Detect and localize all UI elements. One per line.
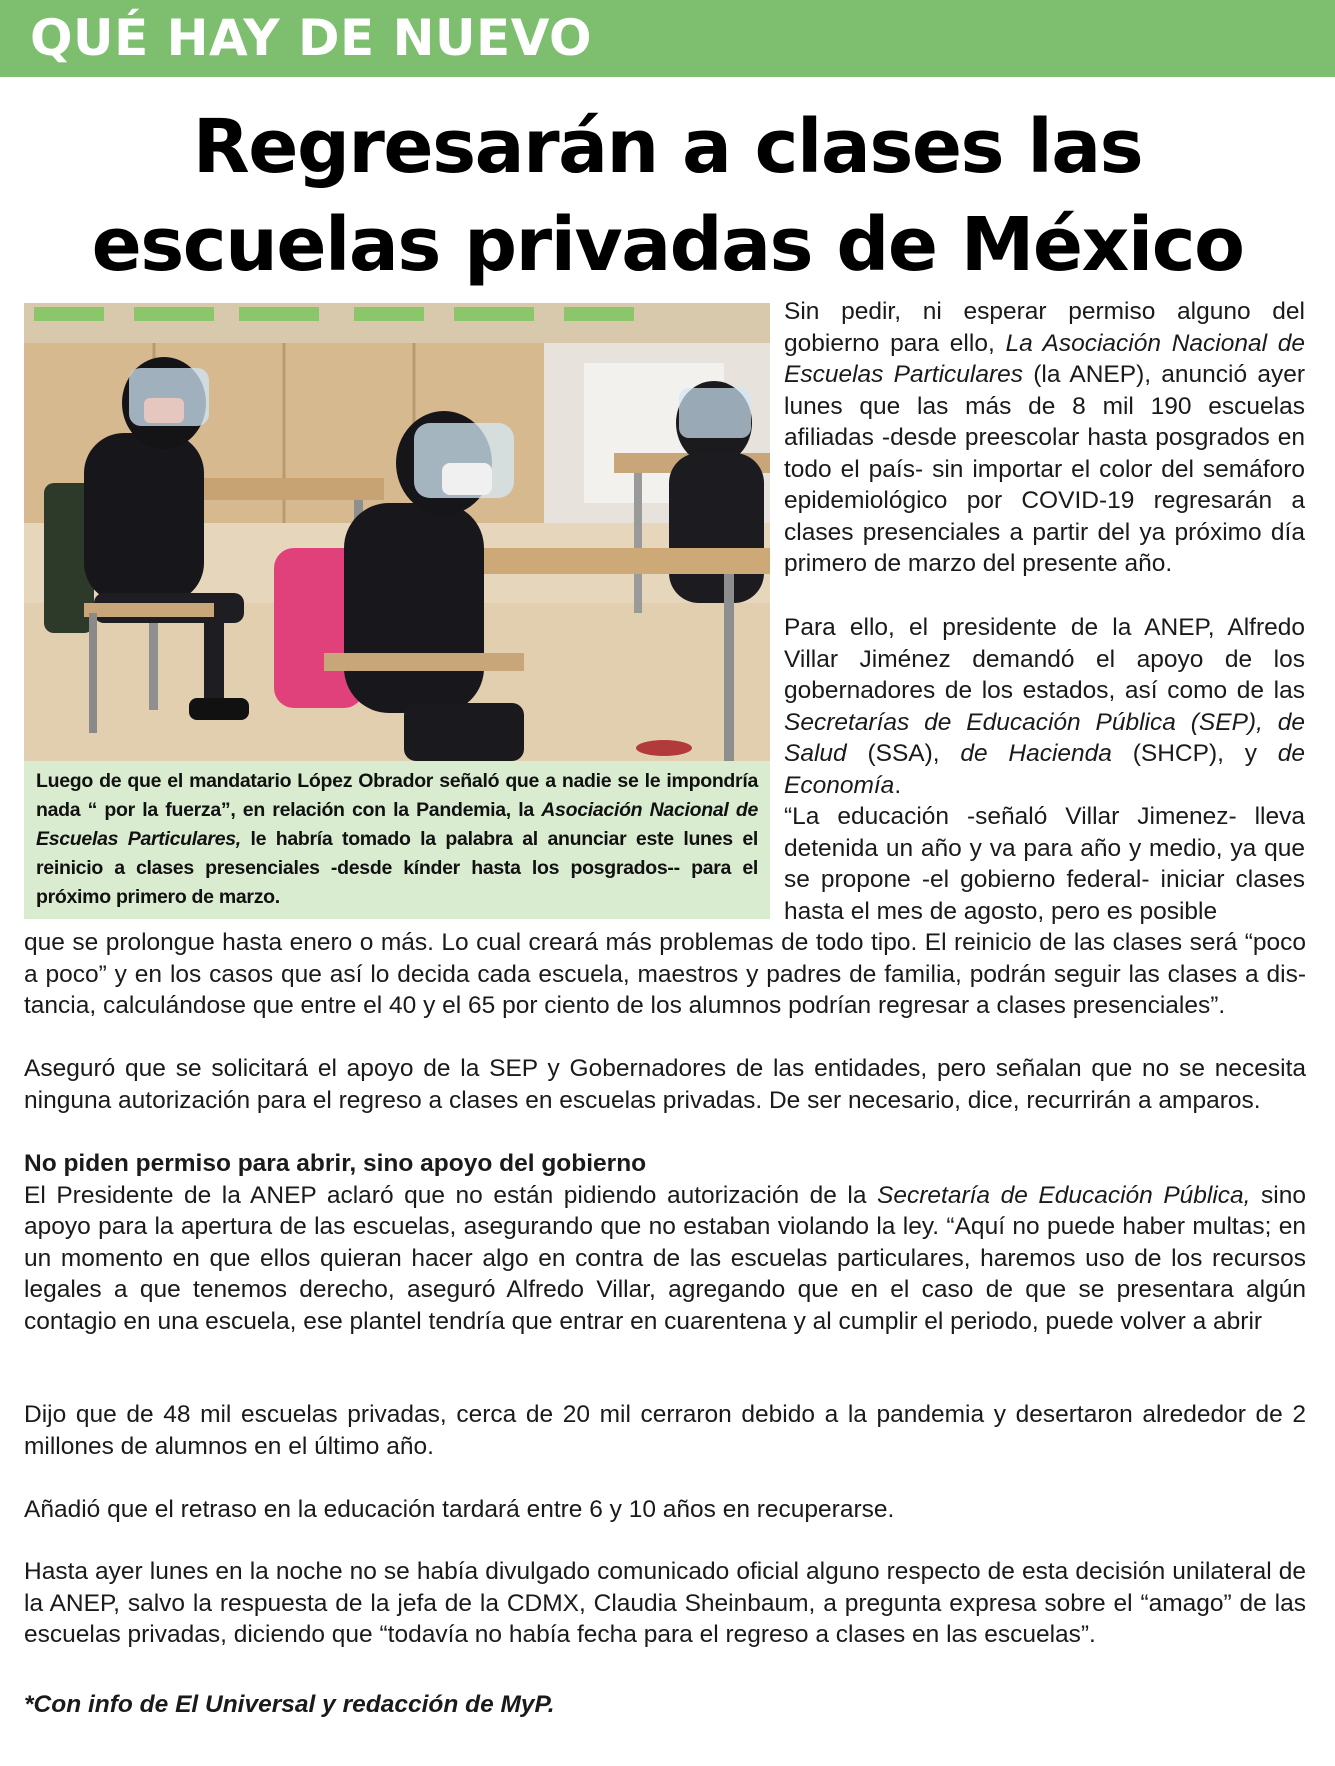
p2-a: Para ello, el presidente de la ANEP, Alfredo Villar Jiménez demandó el apoyo de los gobernadores de los estados, así como de las (784, 614, 1305, 704)
paragraph-7 (24, 1494, 1306, 1526)
source-credit (24, 1689, 1306, 1721)
photo-caption (24, 761, 770, 919)
p2-f: de Economía (784, 740, 1306, 799)
paragraph-2 (784, 612, 1305, 801)
p5-c: sino apoyo para la apertura de las escuelas, asegurando que no estaban violando la ley. “Aquí no puede haber multas; en un momento en que ellos quieran hacer algo en contra de las escuelas particulares, haremos uso de los recursos legales a que tenemos derecho, aseguró Alfredo Villar, agregando que en el caso de que se presentara algún contagio en una escuela, ese plantel tendría que entrar en cuarentena y al cumplir el periodo, puede volver a abrir (24, 1181, 1306, 1335)
paragraph-4 (24, 1053, 1306, 1116)
credit-text: *Con info de El Universal y redacción de MyP. (24, 1691, 555, 1718)
paragraph-3-right (784, 801, 1305, 927)
paragraph-1 (784, 296, 1305, 580)
p8-text: Hasta ayer lunes en la noche no se había divulgado comunicado oficial alguno respecto de esta decisión unilateral de la ANEP, salvo la respuesta de la jefa de la CDMX, Claudia Sheinbaum, a pregunta expresa sobre el “amago” de las escuelas privadas, diciendo que “todavía no había fecha para el regreso a clases en las escuelas”. (24, 1558, 1306, 1648)
p3-line-1: que se prolongue hasta enero o más. Lo cual creará más problemas de todo tipo. El reinicio de las clases será “poco (24, 929, 1306, 956)
p2-e: (SHCP), y (1111, 740, 1278, 767)
p2-d: de Hacienda (960, 740, 1112, 767)
section-title: QUÉ HAY DE NUEVO (30, 9, 593, 67)
p3-line-2: a poco” y en los casos que así lo decida cada escuela, maestros y padres de familia, podrán seguir las clases a dis- (24, 960, 1306, 988)
caption-text-a: Luego de que el mandatario López Obrador señaló que a nadie se le impondría nada “ por la fuerza”, en relación con la Pandemia, la (36, 770, 758, 821)
subheading: No piden permiso para abrir, sino apoyo del gobierno (24, 1150, 647, 1177)
headline-line-2: escuelas privadas de México (91, 202, 1244, 288)
caption-text-c: le habría tomado la palabra al anunciar este lunes el reinicio a clases presenciales -desde kínder hasta los posgrados-- para el próximo primero de marzo. (36, 828, 758, 908)
p5-a: El Presidente de la ANEP aclaró que no están pidiendo autorización de la (24, 1181, 878, 1209)
paragraph-8 (24, 1556, 1306, 1651)
p1-b: La Asociación Nacional de Escuelas Particulares (784, 329, 1305, 388)
paragraph-5 (24, 1148, 1306, 1337)
p2-c: (SSA), (846, 740, 961, 767)
p2-g: . (894, 771, 902, 799)
p2-b: Secretarías de Educación Pública (SEP), de Salud (784, 708, 1305, 767)
p5-b: Secretaría de Educación Pública, (877, 1181, 1251, 1209)
p6-text: Dijo que de 48 mil escuelas privadas, cerca de 20 mil cerraron debido a la pandemia y desertaron alrededor de 2 millones de alumnos en el último año. (24, 1401, 1306, 1460)
headline-line-1: Regresarán a clases las (192, 104, 1143, 190)
classroom-photo (24, 303, 770, 761)
p4-text: Aseguró que se solicitará el apoyo de la SEP y Gobernadores de las entidades, pero señalan que no se necesita ninguna autorización para el regreso a clases en escuelas privadas. De ser necesario, dice, recurrirán a amparos. (24, 1055, 1306, 1114)
caption-text-b: Asociación Nacional de Escuelas Particulares, (36, 799, 758, 850)
p1-a: Sin pedir, ni esperar permiso alguno del gobierno para ello, (784, 298, 1305, 357)
paragraph-3-continued (24, 927, 1306, 1022)
paragraph-6 (24, 1399, 1306, 1462)
headline (0, 98, 1335, 294)
section-banner (0, 0, 1335, 77)
p7-text: Añadió que el retraso en la educación tardará entre 6 y 10 años en recuperarse. (24, 1496, 895, 1523)
p1-c: (la ANEP), anunció ayer lunes que las más de 8 mil 190 escuelas afiliadas -desde preescolar hasta posgrados en todo el país- sin importar el color del semáforo epidemiológico por COVID-19 regresarán a clases presenciales a partir del ya próximo día primero de marzo del presente año. (784, 361, 1305, 577)
p3-right: “La educación -señaló Villar Jimenez- lleva detenida un año y va para año y medio, ya que se propone -el gobierno federal- iniciar clases hasta el mes de agosto, pero es posible (784, 803, 1305, 925)
p3-line-3: tancia, calculándose que entre el 40 y el 65 por ciento de los alumnos podrían regresar a clases presenciales”. (24, 992, 1226, 1019)
